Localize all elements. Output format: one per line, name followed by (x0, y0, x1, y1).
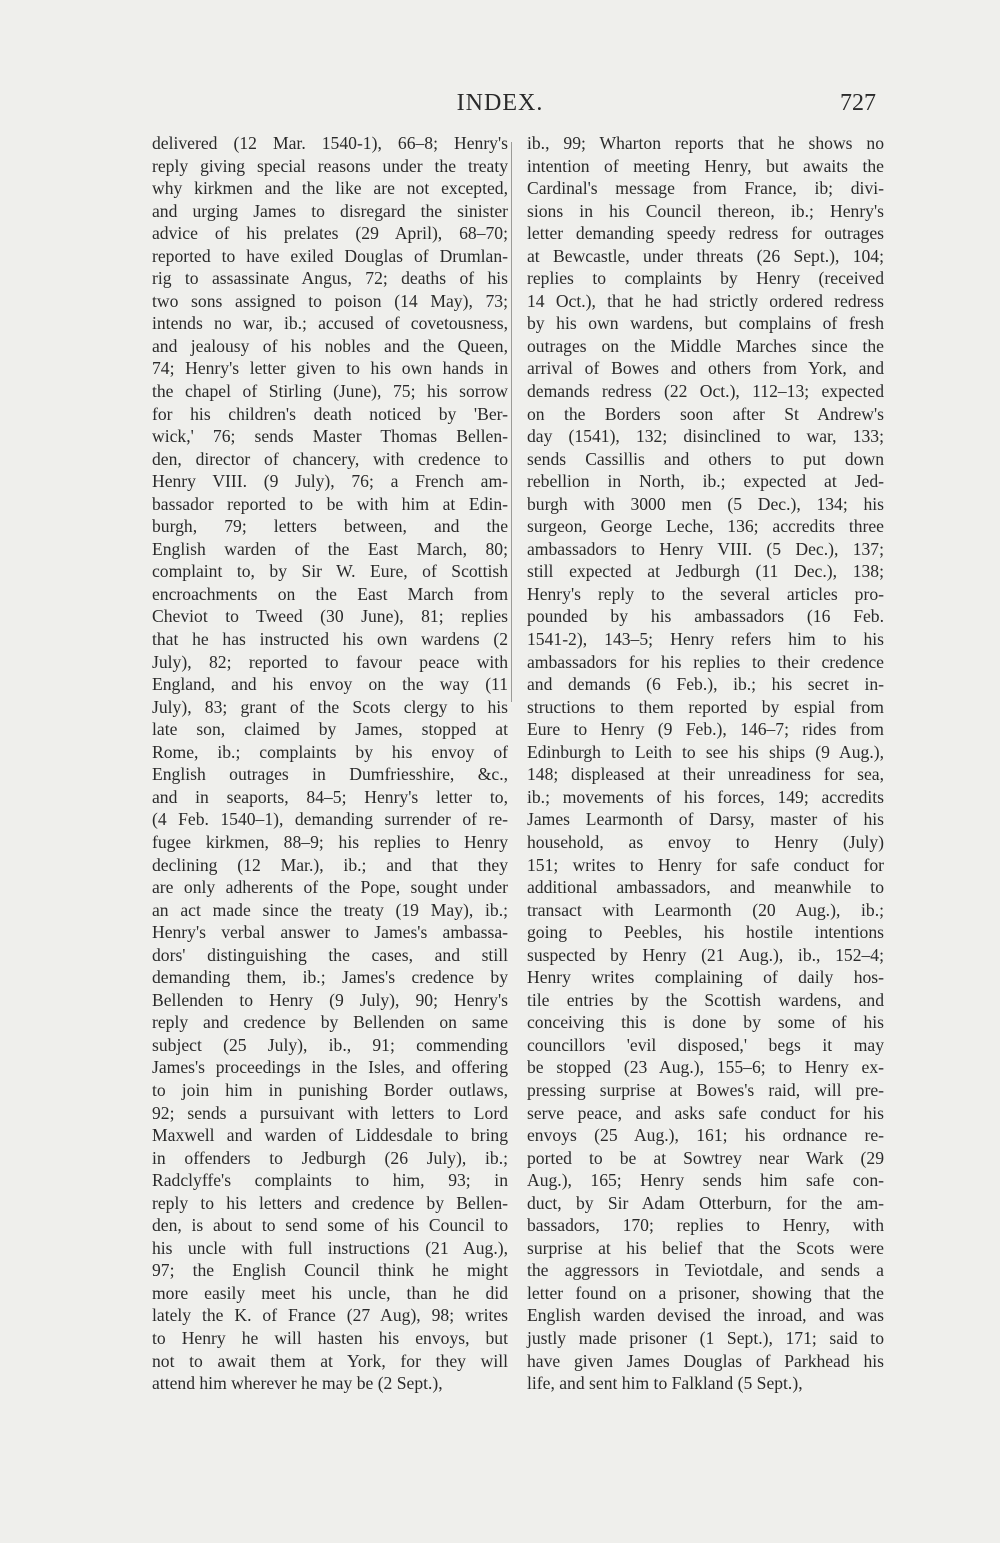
index-line: lately the K. of France (27 Aug), 98; writes (152, 1305, 508, 1326)
index-line: ported to be at Sowtrey near Wark (29 (527, 1147, 884, 1168)
index-line: James's proceedings in the Isles, and offering (152, 1057, 508, 1078)
index-line: bassador reported to be with him at Edin- (152, 493, 508, 514)
index-line: suspected by Henry (21 Aug.), ib., 152–4; (527, 944, 884, 965)
index-line: the chapel of Stirling (June), 75; his sorrow (152, 381, 508, 402)
index-line: 14 Oct.), that he had strictly ordered redress (527, 290, 884, 311)
index-line: going to Peebles, his hostile intentions (527, 922, 884, 943)
index-line: Henry's verbal answer to James's ambassa- (152, 922, 508, 943)
index-line: late son, claimed by James, stopped at (152, 719, 508, 740)
index-line: an act made since the treaty (19 May), ib.; (152, 899, 508, 920)
index-line: surprise at his belief that the Scots were (527, 1237, 884, 1258)
index-line: pressing surprise at Bowes's raid, will pre- (527, 1079, 884, 1100)
index-line: 1541-2), 143–5; Henry refers him to his (527, 629, 884, 650)
index-line: encroachments on the East March from (152, 583, 508, 604)
index-line: and in seaports, 84–5; Henry's letter to, (152, 786, 508, 807)
index-line: day (1541), 132; disinclined to war, 133; (527, 426, 884, 447)
index-line: still expected at Jedburgh (11 Dec.), 138; (527, 561, 884, 582)
index-line: rig to assassinate Angus, 72; deaths of his (152, 268, 508, 289)
index-line: Cardinal's message from France, ib; divi- (527, 178, 884, 199)
index-line: arrival of Bowes and others from York, and (527, 358, 884, 379)
index-line: and demands (6 Feb.), ib.; his secret in- (527, 674, 884, 695)
index-line: den, is about to send some of his Council to (152, 1215, 508, 1236)
page-number: 727 (840, 90, 876, 116)
index-line: sions in his Council thereon, ib.; Henry's (527, 200, 884, 221)
index-line: the aggressors in Teviotdale, and sends a (527, 1260, 884, 1281)
index-line: be stopped (23 Aug.), 155–6; to Henry ex- (527, 1057, 884, 1078)
index-line: English warden of the East March, 80; (152, 538, 508, 559)
index-line: (4 Feb. 1540–1), demanding surrender of re- (152, 809, 508, 830)
index-line: Henry's reply to the several articles pro- (527, 583, 884, 604)
index-line: on the Borders soon after St Andrew's (527, 403, 884, 424)
index-line: 148; displeased at their unreadiness for sea, (527, 764, 884, 785)
index-line: ib.; movements of his forces, 149; accredits (527, 786, 884, 807)
right-column (527, 132, 884, 1395)
index-line: Radclyffe's complaints to him, 93; in (152, 1170, 508, 1191)
index-line: ambassadors for his replies to their credence (527, 651, 884, 672)
index-line: Aug.), 165; Henry sends him safe con- (527, 1170, 884, 1191)
index-line: sends Cassillis and others to put down (527, 448, 884, 469)
index-line: to join him in punishing Border outlaws, (152, 1079, 508, 1100)
index-line: England, and his envoy on the way (11 (152, 674, 508, 695)
index-line: by his own wardens, but complains of fresh (527, 313, 884, 334)
index-line: burgh, 79; letters between, and the (152, 516, 508, 537)
index-line: English outrages in Dumfriesshire, &c., (152, 764, 508, 785)
index-line: rebellion in North, ib.; expected at Jed- (527, 471, 884, 492)
index-line: intends no war, ib.; accused of covetousness, (152, 313, 508, 334)
index-line: advice of his prelates (29 April), 68–70; (152, 223, 508, 244)
index-line: and urging James to disregard the sinister (152, 200, 508, 221)
index-line: Bellenden to Henry (9 July), 90; Henry's (152, 989, 508, 1010)
index-line: at Bewcastle, under threats (26 Sept.), 104; (527, 245, 884, 266)
index-line: two sons assigned to poison (14 May), 73; (152, 290, 508, 311)
index-line: why kirkmen and the like are not excepted, (152, 178, 508, 199)
index-line: James Learmonth of Darsy, master of his (527, 809, 884, 830)
index-line: have given James Douglas of Parkhead his (527, 1350, 884, 1371)
index-line: to Henry he will hasten his envoys, but (152, 1327, 508, 1348)
index-line: letter found on a prisoner, showing that the (527, 1282, 884, 1303)
index-line: July), 83; grant of the Scots clergy to his (152, 696, 508, 717)
index-line: Maxwell and warden of Liddesdale to bring (152, 1125, 508, 1146)
index-line: July), 82; reported to favour peace with (152, 651, 508, 672)
index-line: attend him wherever he may be (2 Sept.), (152, 1373, 443, 1394)
index-line: in offenders to Jedburgh (26 July), ib.; (152, 1147, 508, 1168)
index-line: serve peace, and asks safe conduct for his (527, 1102, 884, 1123)
column-divider (511, 142, 512, 702)
index-line: reply to his letters and credence by Bellen- (152, 1192, 508, 1213)
index-line: are only adherents of the Pope, sought under (152, 877, 508, 898)
index-line: surgeon, George Leche, 136; accredits three (527, 516, 884, 537)
index-line: letter demanding speedy redress for outrages (527, 223, 884, 244)
index-line: den, director of chancery, with credence to (152, 448, 508, 469)
index-line: life, and sent him to Falkland (5 Sept.), (527, 1373, 803, 1394)
index-line: complaint to, by Sir W. Eure, of Scottish (152, 561, 508, 582)
index-line: 97; the English Council think he might (152, 1260, 508, 1281)
index-line: dors' distinguishing the cases, and still (152, 944, 508, 965)
index-line: Edinburgh to Leith to see his ships (9 Aug.), (527, 741, 884, 762)
index-line: duct, by Sir Adam Otterburn, for the am- (527, 1192, 884, 1213)
index-line: councillors 'evil disposed,' begs it may (527, 1034, 884, 1055)
index-line: additional ambassadors, and meanwhile to (527, 877, 884, 898)
index-line: reply giving special reasons under the treaty (152, 155, 508, 176)
index-line: and jealousy of his nobles and the Queen, (152, 335, 508, 356)
index-line: wick,' 76; sends Master Thomas Bellen- (152, 426, 508, 447)
page-title: INDEX. (456, 90, 544, 116)
index-line: household, as envoy to Henry (July) (527, 831, 884, 852)
index-line: his uncle with full instructions (21 Aug.), (152, 1237, 508, 1258)
index-line: not to await them at York, for they will (152, 1350, 508, 1371)
index-line: structions to them reported by espial from (527, 696, 884, 717)
index-line: English warden devised the inroad, and was (527, 1305, 884, 1326)
index-line: transact with Learmonth (20 Aug.), ib.; (527, 899, 884, 920)
index-line: fugee kirkmen, 88–9; his replies to Henry (152, 831, 508, 852)
index-line: pounded by his ambassadors (16 Feb. (527, 606, 884, 627)
index-line: Henry VIII. (9 July), 76; a French am- (152, 471, 508, 492)
index-line: demands redress (22 Oct.), 112–13; expected (527, 381, 884, 402)
index-line: 92; sends a pursuivant with letters to Lord (152, 1102, 508, 1123)
left-column (152, 132, 508, 1395)
index-line: Henry writes complaining of daily hos- (527, 967, 884, 988)
index-line: Cheviot to Tweed (30 June), 81; replies (152, 606, 508, 627)
index-line: subject (25 July), ib., 91; commending (152, 1034, 508, 1055)
index-line: 74; Henry's letter given to his own hands in (152, 358, 508, 379)
index-line: reply and credence by Bellenden on same (152, 1012, 508, 1033)
index-line: delivered (12 Mar. 1540-1), 66–8; Henry's (152, 133, 508, 153)
index-line: more easily meet his uncle, than he did (152, 1282, 508, 1303)
index-line: replies to complaints by Henry (received (527, 268, 884, 289)
index-line: ambassadors to Henry VIII. (5 Dec.), 137; (527, 538, 884, 559)
index-line: declining (12 Mar.), ib.; and that they (152, 854, 508, 875)
index-line: Rome, ib.; complaints by his envoy of (152, 741, 508, 762)
index-line: envoys (25 Aug.), 161; his ordnance re- (527, 1125, 884, 1146)
index-line: demanding them, ib.; James's credence by (152, 967, 508, 988)
index-line: tile entries by the Scottish wardens, and (527, 989, 884, 1010)
index-line: justly made prisoner (1 Sept.), 171; said to (527, 1327, 884, 1348)
index-line: that he has instructed his own wardens (2 (152, 629, 508, 650)
index-line: conceiving this is done by some of his (527, 1012, 884, 1033)
index-line: ib., 99; Wharton reports that he shows no (527, 133, 884, 153)
index-line: bassadors, 170; replies to Henry, with (527, 1215, 884, 1236)
index-line: burgh with 3000 men (5 Dec.), 134; his (527, 493, 884, 514)
index-line: Eure to Henry (9 Feb.), 146–7; rides from (527, 719, 884, 740)
index-line: for his children's death noticed by 'Ber- (152, 403, 508, 424)
index-line: outrages on the Middle Marches since the (527, 335, 884, 356)
index-line: 151; writes to Henry for safe conduct for (527, 854, 884, 875)
index-line: intention of meeting Henry, but awaits the (527, 155, 884, 176)
index-line: reported to have exiled Douglas of Drumlan- (152, 245, 508, 266)
